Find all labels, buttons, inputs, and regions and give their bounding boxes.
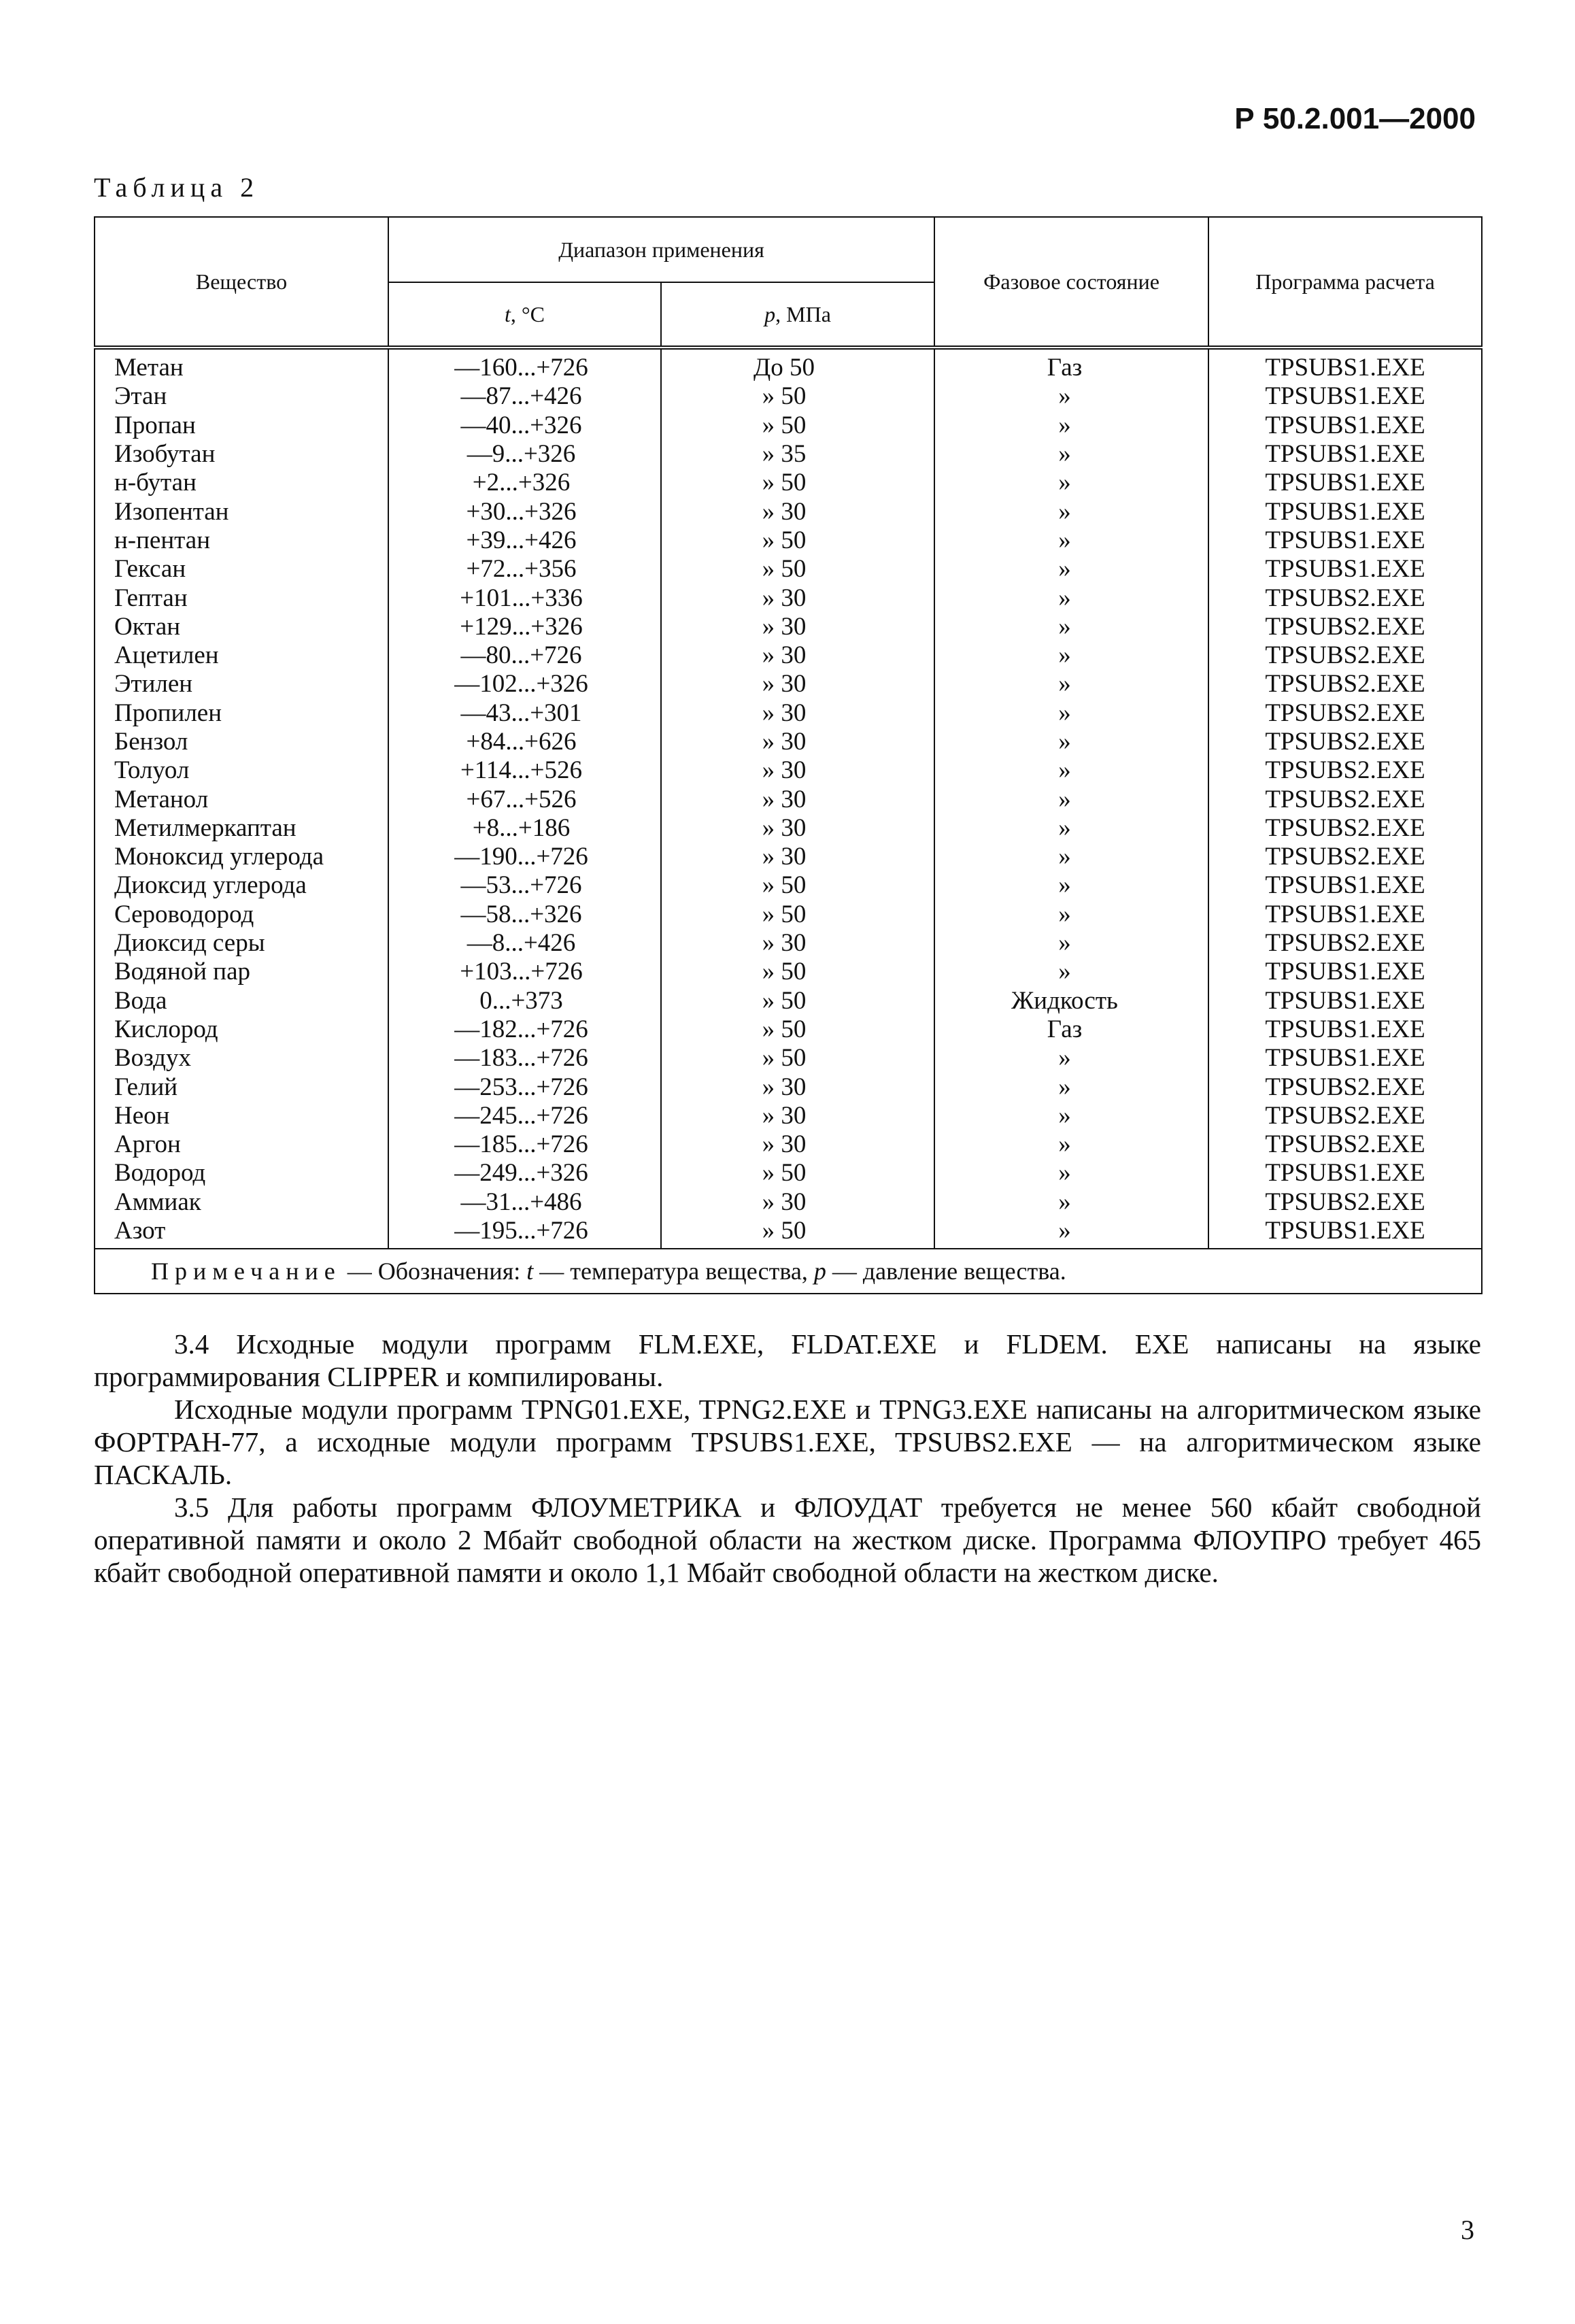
cell-substance: Гексан [95, 555, 388, 584]
cell-phase: » [934, 1217, 1208, 1249]
cell-temperature: +103...+726 [388, 958, 661, 986]
cell-temperature: +129...+326 [388, 613, 661, 641]
cell-program: TPSUBS2.EXE [1208, 584, 1482, 612]
cell-program: TPSUBS2.EXE [1208, 728, 1482, 756]
cell-substance: Изопентан [95, 497, 388, 526]
cell-pressure: » 30 [661, 1102, 934, 1130]
cell-program: TPSUBS1.EXE [1208, 555, 1482, 584]
cell-phase: » [934, 1102, 1208, 1130]
cell-temperature: +30...+326 [388, 497, 661, 526]
cell-temperature: +101...+336 [388, 584, 661, 612]
cell-substance: Метан [95, 348, 388, 382]
cell-pressure: » 50 [661, 987, 934, 1015]
body-text [94, 1328, 1481, 1589]
substances-table-container [94, 216, 1481, 1294]
cell-phase: » [934, 814, 1208, 843]
cell-phase: » [934, 584, 1208, 612]
cell-pressure: » 35 [661, 440, 934, 469]
cell-pressure: » 30 [661, 843, 934, 871]
cell-pressure: » 50 [661, 1015, 934, 1044]
page-number: 3 [1461, 2214, 1474, 2245]
table-body [95, 348, 1482, 1249]
cell-program: TPSUBS2.EXE [1208, 670, 1482, 698]
header-pressure-unit: , МПа [775, 301, 831, 326]
cell-temperature: +8...+186 [388, 814, 661, 843]
cell-temperature: +2...+326 [388, 469, 661, 497]
table-row [95, 900, 1482, 929]
cell-program: TPSUBS1.EXE [1208, 1217, 1482, 1249]
cell-program: TPSUBS1.EXE [1208, 958, 1482, 986]
cell-temperature: +84...+626 [388, 728, 661, 756]
header-program: Программа расчета [1208, 217, 1482, 348]
cell-phase: » [934, 900, 1208, 929]
cell-substance: Азот [95, 1217, 388, 1249]
cell-temperature: —58...+326 [388, 900, 661, 929]
substances-table [94, 216, 1483, 1294]
header-substance: Вещество [95, 217, 388, 348]
cell-pressure: » 30 [661, 584, 934, 612]
cell-pressure: » 30 [661, 613, 934, 641]
cell-program: TPSUBS1.EXE [1208, 469, 1482, 497]
cell-program: TPSUBS1.EXE [1208, 1159, 1482, 1188]
cell-substance: Кислород [95, 1015, 388, 1044]
cell-program: TPSUBS2.EXE [1208, 785, 1482, 813]
cell-substance: Аммиак [95, 1188, 388, 1217]
table-row [95, 1130, 1482, 1159]
cell-substance: Метанол [95, 785, 388, 813]
cell-pressure: » 30 [661, 929, 934, 958]
cell-program: TPSUBS1.EXE [1208, 411, 1482, 440]
cell-phase: » [934, 1073, 1208, 1101]
cell-program: TPSUBS2.EXE [1208, 1073, 1482, 1101]
cell-substance: Пропилен [95, 699, 388, 728]
cell-program: TPSUBS1.EXE [1208, 900, 1482, 929]
cell-temperature: —40...+326 [388, 411, 661, 440]
cell-substance: Воздух [95, 1044, 388, 1073]
cell-program: TPSUBS1.EXE [1208, 382, 1482, 411]
paragraph-3-5: 3.5 Для работы программ ФЛОУМЕТРИКА и ФЛОУДАТ требуется не менее 560 кбайт свободной оперативной памяти и около 2 Мбайт свободной области на жестком диске. Программа ФЛОУПРО требует 465 кбайт свободной оперативной памяти и около 1,1 Мбайт свободной области на жестком диске. [94, 1492, 1481, 1588]
cell-phase: » [934, 843, 1208, 871]
table-row [95, 348, 1482, 382]
cell-substance: Метилмеркаптан [95, 814, 388, 843]
cell-temperature: —249...+326 [388, 1159, 661, 1188]
table-row [95, 1159, 1482, 1188]
table-row [95, 526, 1482, 555]
cell-pressure: » 50 [661, 1044, 934, 1073]
cell-phase: Газ [934, 348, 1208, 382]
table-row [95, 814, 1482, 843]
note-label: Примечание [151, 1258, 341, 1285]
table-row [95, 699, 1482, 728]
cell-phase: » [934, 728, 1208, 756]
table-row [95, 1102, 1482, 1130]
cell-temperature: —53...+726 [388, 871, 661, 900]
cell-substance: Неон [95, 1102, 388, 1130]
cell-temperature: —183...+726 [388, 1044, 661, 1073]
cell-substance: Вода [95, 987, 388, 1015]
cell-temperature: —245...+726 [388, 1102, 661, 1130]
cell-program: TPSUBS2.EXE [1208, 929, 1482, 958]
cell-temperature: 0...+373 [388, 987, 661, 1015]
cell-substance: Моноксид углерода [95, 843, 388, 871]
cell-program: TPSUBS2.EXE [1208, 814, 1482, 843]
cell-phase: » [934, 411, 1208, 440]
cell-phase: » [934, 555, 1208, 584]
cell-temperature: +67...+526 [388, 785, 661, 813]
cell-phase: » [934, 785, 1208, 813]
header-temperature [388, 282, 661, 348]
cell-phase: » [934, 613, 1208, 641]
cell-temperature: —185...+726 [388, 1130, 661, 1159]
cell-program: TPSUBS1.EXE [1208, 526, 1482, 555]
table-row [95, 440, 1482, 469]
cell-substance: Октан [95, 613, 388, 641]
cell-phase: » [934, 440, 1208, 469]
table-row [95, 958, 1482, 986]
paragraph-source-modules: Исходные модули программ TPNG01.EXE, TPNG2.EXE и TPNG3.EXE написаны на алгоритмическом языке ФОРТРАН-77, а исходные модули программ TPSUBS1.EXE, TPSUBS2.EXE — на алгоритмическом языке ПАСКАЛЬ. [94, 1394, 1481, 1490]
cell-phase: » [934, 526, 1208, 555]
table-caption: Таблица 2 [94, 172, 260, 203]
cell-program: TPSUBS2.EXE [1208, 613, 1482, 641]
cell-pressure: » 50 [661, 1217, 934, 1249]
header-temperature-symbol: t [504, 301, 511, 326]
cell-phase: » [934, 958, 1208, 986]
cell-substance: н-бутан [95, 469, 388, 497]
cell-phase: » [934, 1130, 1208, 1159]
cell-phase: » [934, 641, 1208, 670]
cell-program: TPSUBS2.EXE [1208, 699, 1482, 728]
header-phase: Фазовое состояние [934, 217, 1208, 348]
table-row [95, 641, 1482, 670]
cell-pressure: » 30 [661, 670, 934, 698]
cell-pressure: » 50 [661, 469, 934, 497]
cell-temperature: +114...+526 [388, 756, 661, 785]
table-note-row [95, 1249, 1482, 1294]
cell-phase: Жидкость [934, 987, 1208, 1015]
table-row [95, 1073, 1482, 1101]
cell-pressure: » 50 [661, 555, 934, 584]
cell-phase: » [934, 1159, 1208, 1188]
cell-phase: » [934, 670, 1208, 698]
cell-substance: Сероводород [95, 900, 388, 929]
table-row [95, 613, 1482, 641]
cell-substance: Изобутан [95, 440, 388, 469]
cell-pressure: » 30 [661, 785, 934, 813]
table-row [95, 785, 1482, 813]
cell-pressure: » 30 [661, 756, 934, 785]
cell-program: TPSUBS1.EXE [1208, 1044, 1482, 1073]
cell-pressure: » 30 [661, 699, 934, 728]
cell-program: TPSUBS2.EXE [1208, 1102, 1482, 1130]
cell-pressure: » 50 [661, 871, 934, 900]
cell-phase: » [934, 1188, 1208, 1217]
cell-temperature: —195...+726 [388, 1217, 661, 1249]
cell-substance: Гелий [95, 1073, 388, 1101]
cell-temperature: —87...+426 [388, 382, 661, 411]
cell-program: TPSUBS2.EXE [1208, 1188, 1482, 1217]
paragraph-3-4: 3.4 Исходные модули программ FLM.EXE, FLDAT.EXE и FLDEM. EXE написаны на языке программирования CLIPPER и компилированы. [94, 1328, 1481, 1392]
table-row [95, 929, 1482, 958]
document-code: Р 50.2.001—2000 [1234, 102, 1476, 135]
cell-substance: Аргон [95, 1130, 388, 1159]
cell-program: TPSUBS2.EXE [1208, 641, 1482, 670]
table-row [95, 555, 1482, 584]
table-row [95, 756, 1482, 785]
cell-substance: Толуол [95, 756, 388, 785]
table-row [95, 728, 1482, 756]
cell-program: TPSUBS1.EXE [1208, 987, 1482, 1015]
header-temperature-unit: , °С [510, 301, 545, 326]
cell-phase: » [934, 871, 1208, 900]
cell-pressure: » 30 [661, 1188, 934, 1217]
cell-phase: » [934, 497, 1208, 526]
cell-phase: » [934, 929, 1208, 958]
cell-substance: Пропан [95, 411, 388, 440]
table-row [95, 1188, 1482, 1217]
table-row [95, 411, 1482, 440]
cell-substance: Этан [95, 382, 388, 411]
note-text-1: — Обозначения: [341, 1258, 527, 1285]
table-row [95, 1015, 1482, 1044]
cell-temperature: —160...+726 [388, 348, 661, 382]
cell-temperature: —9...+326 [388, 440, 661, 469]
note-text-2: — температура вещества, [533, 1258, 814, 1285]
cell-phase: » [934, 382, 1208, 411]
cell-substance: н-пентан [95, 526, 388, 555]
cell-temperature: —253...+726 [388, 1073, 661, 1101]
cell-temperature: —31...+486 [388, 1188, 661, 1217]
table-row [95, 469, 1482, 497]
cell-phase: » [934, 469, 1208, 497]
cell-program: TPSUBS1.EXE [1208, 348, 1482, 382]
table-row [95, 584, 1482, 612]
cell-pressure: » 50 [661, 411, 934, 440]
cell-temperature: —8...+426 [388, 929, 661, 958]
cell-program: TPSUBS1.EXE [1208, 440, 1482, 469]
cell-pressure: » 30 [661, 497, 934, 526]
note-t-symbol: t [526, 1258, 534, 1285]
cell-substance: Водород [95, 1159, 388, 1188]
note-p-symbol: p [813, 1258, 826, 1285]
cell-program: TPSUBS1.EXE [1208, 871, 1482, 900]
cell-pressure: До 50 [661, 348, 934, 382]
cell-phase: Газ [934, 1015, 1208, 1044]
cell-pressure: » 50 [661, 1159, 934, 1188]
cell-pressure: » 50 [661, 958, 934, 986]
cell-substance: Диоксид углерода [95, 871, 388, 900]
cell-pressure: » 30 [661, 1073, 934, 1101]
cell-program: TPSUBS1.EXE [1208, 497, 1482, 526]
cell-phase: » [934, 699, 1208, 728]
cell-temperature: +72...+356 [388, 555, 661, 584]
cell-temperature: —190...+726 [388, 843, 661, 871]
table-row [95, 670, 1482, 698]
table-row [95, 871, 1482, 900]
table-row [95, 1217, 1482, 1249]
table-row [95, 497, 1482, 526]
table-row [95, 1044, 1482, 1073]
cell-pressure: » 30 [661, 728, 934, 756]
cell-program: TPSUBS2.EXE [1208, 1130, 1482, 1159]
cell-temperature: —43...+301 [388, 699, 661, 728]
cell-substance: Этилен [95, 670, 388, 698]
cell-phase: » [934, 756, 1208, 785]
cell-substance: Диоксид серы [95, 929, 388, 958]
cell-program: TPSUBS2.EXE [1208, 756, 1482, 785]
header-range: Диапазон применения [388, 217, 934, 282]
cell-phase: » [934, 1044, 1208, 1073]
cell-substance: Бензол [95, 728, 388, 756]
cell-pressure: » 50 [661, 382, 934, 411]
cell-temperature: —80...+726 [388, 641, 661, 670]
table-note [95, 1249, 1482, 1294]
cell-substance: Гептан [95, 584, 388, 612]
cell-program: TPSUBS1.EXE [1208, 1015, 1482, 1044]
cell-substance: Ацетилен [95, 641, 388, 670]
cell-pressure: » 50 [661, 526, 934, 555]
cell-pressure: » 30 [661, 1130, 934, 1159]
table-row [95, 843, 1482, 871]
cell-pressure: » 30 [661, 641, 934, 670]
cell-temperature: —102...+326 [388, 670, 661, 698]
cell-pressure: » 50 [661, 900, 934, 929]
cell-program: TPSUBS2.EXE [1208, 843, 1482, 871]
cell-pressure: » 30 [661, 814, 934, 843]
table-row [95, 382, 1482, 411]
cell-temperature: —182...+726 [388, 1015, 661, 1044]
table-row [95, 987, 1482, 1015]
header-pressure-symbol: p [764, 301, 776, 326]
header-pressure [661, 282, 934, 348]
note-text-3: — давление вещества. [826, 1258, 1066, 1285]
cell-substance: Водяной пар [95, 958, 388, 986]
cell-temperature: +39...+426 [388, 526, 661, 555]
